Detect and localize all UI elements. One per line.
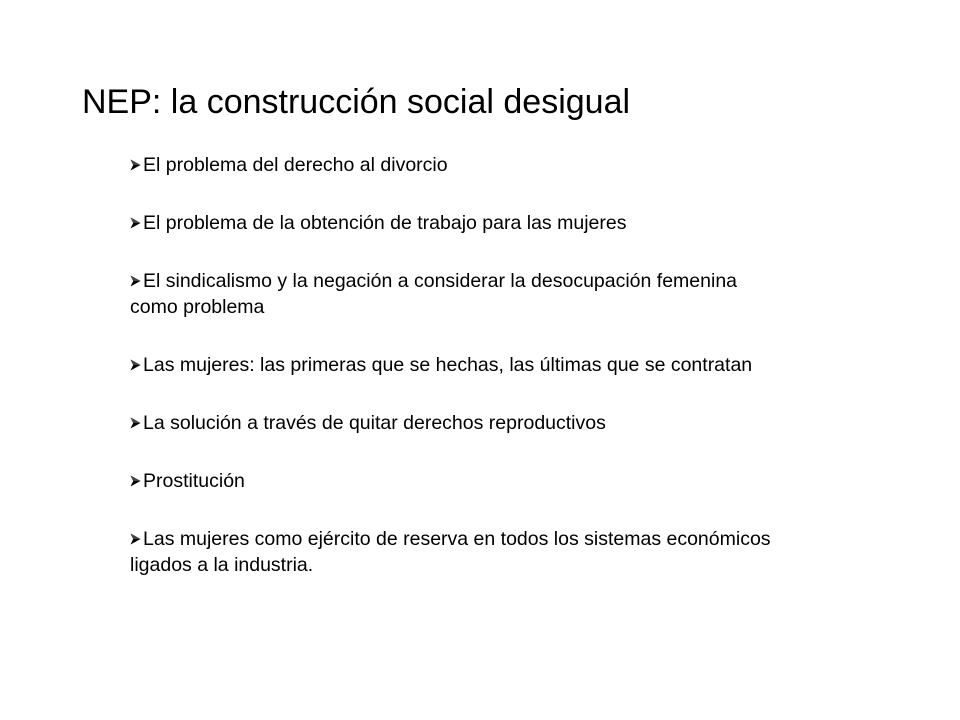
bullet-text: Prostitución xyxy=(143,470,245,492)
arrow-bullet-icon xyxy=(130,152,143,178)
arrow-bullet-icon xyxy=(130,468,143,494)
arrow-bullet-icon xyxy=(130,410,143,436)
bullet-text: El problema de la obtención de trabajo para las mujeres xyxy=(143,212,627,234)
arrow-bullet-icon xyxy=(130,352,143,378)
bullet-item xyxy=(130,152,920,178)
arrow-bullet-icon xyxy=(130,210,143,236)
bullet-text-continuation: como problema xyxy=(130,296,265,318)
arrow-bullet-icon xyxy=(130,268,143,294)
bullet-text: La solución a través de quitar derechos reproductivos xyxy=(143,412,606,434)
bullet-list xyxy=(130,152,920,578)
bullet-text-continuation: ligados a la industria. xyxy=(130,554,314,576)
bullet-item xyxy=(130,268,920,320)
arrow-bullet-icon xyxy=(130,526,143,552)
bullet-item xyxy=(130,210,920,236)
bullet-item xyxy=(130,410,920,436)
bullet-text: Las mujeres como ejército de reserva en todos los sistemas económicos xyxy=(143,528,771,550)
bullet-text: El problema del derecho al divorcio xyxy=(143,154,448,176)
bullet-text: El sindicalismo y la negación a considerar la desocupación femenina xyxy=(143,270,738,292)
bullet-item xyxy=(130,526,920,578)
bullet-text: Las mujeres: las primeras que se hechas, las últimas que se contratan xyxy=(143,354,753,376)
bullet-item xyxy=(130,468,920,494)
slide-title: NEP: la construcción social desigual xyxy=(82,83,631,121)
bullet-item xyxy=(130,352,920,378)
